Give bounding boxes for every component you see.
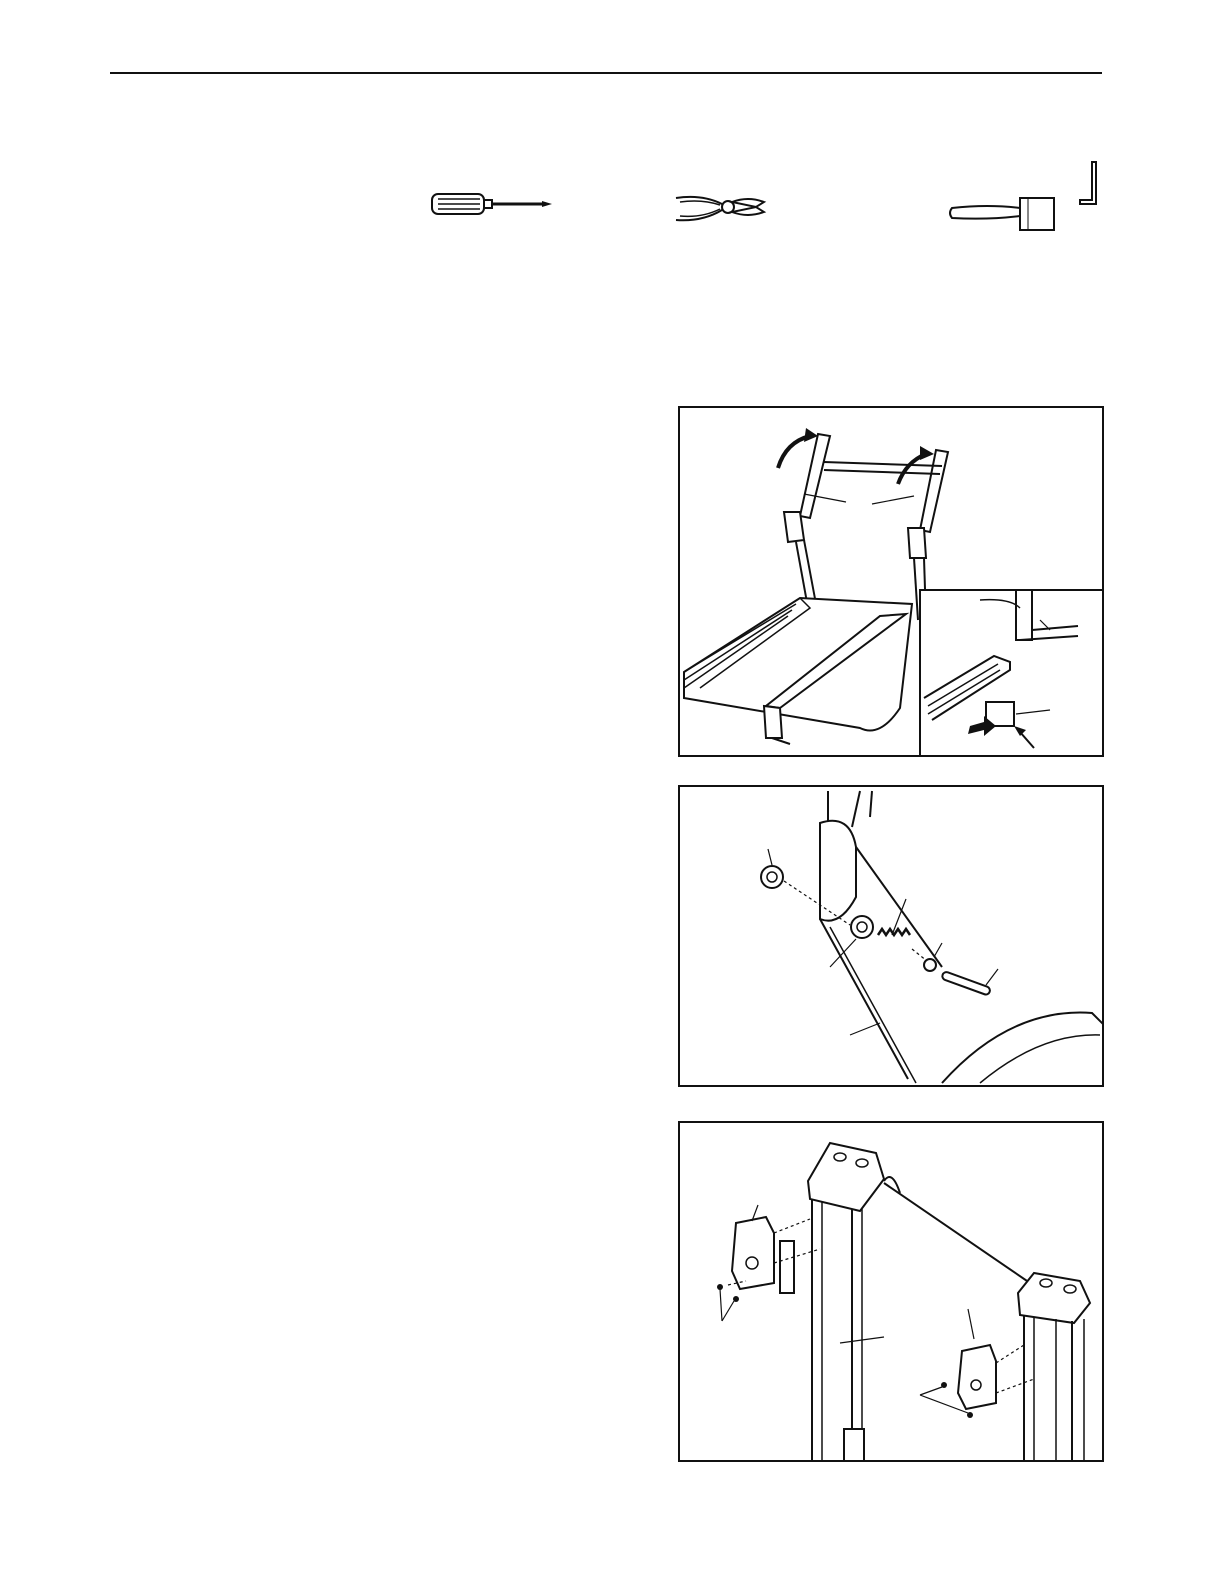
figure-1: [678, 406, 1104, 757]
figure-2: [678, 785, 1104, 1087]
header-rule: [110, 72, 1102, 74]
figure-3: [678, 1121, 1104, 1462]
screwdriver-icon: [430, 190, 560, 220]
hex-key-icon: [1076, 160, 1106, 210]
pliers-icon: [672, 190, 772, 226]
mallet-icon: [948, 192, 1058, 236]
